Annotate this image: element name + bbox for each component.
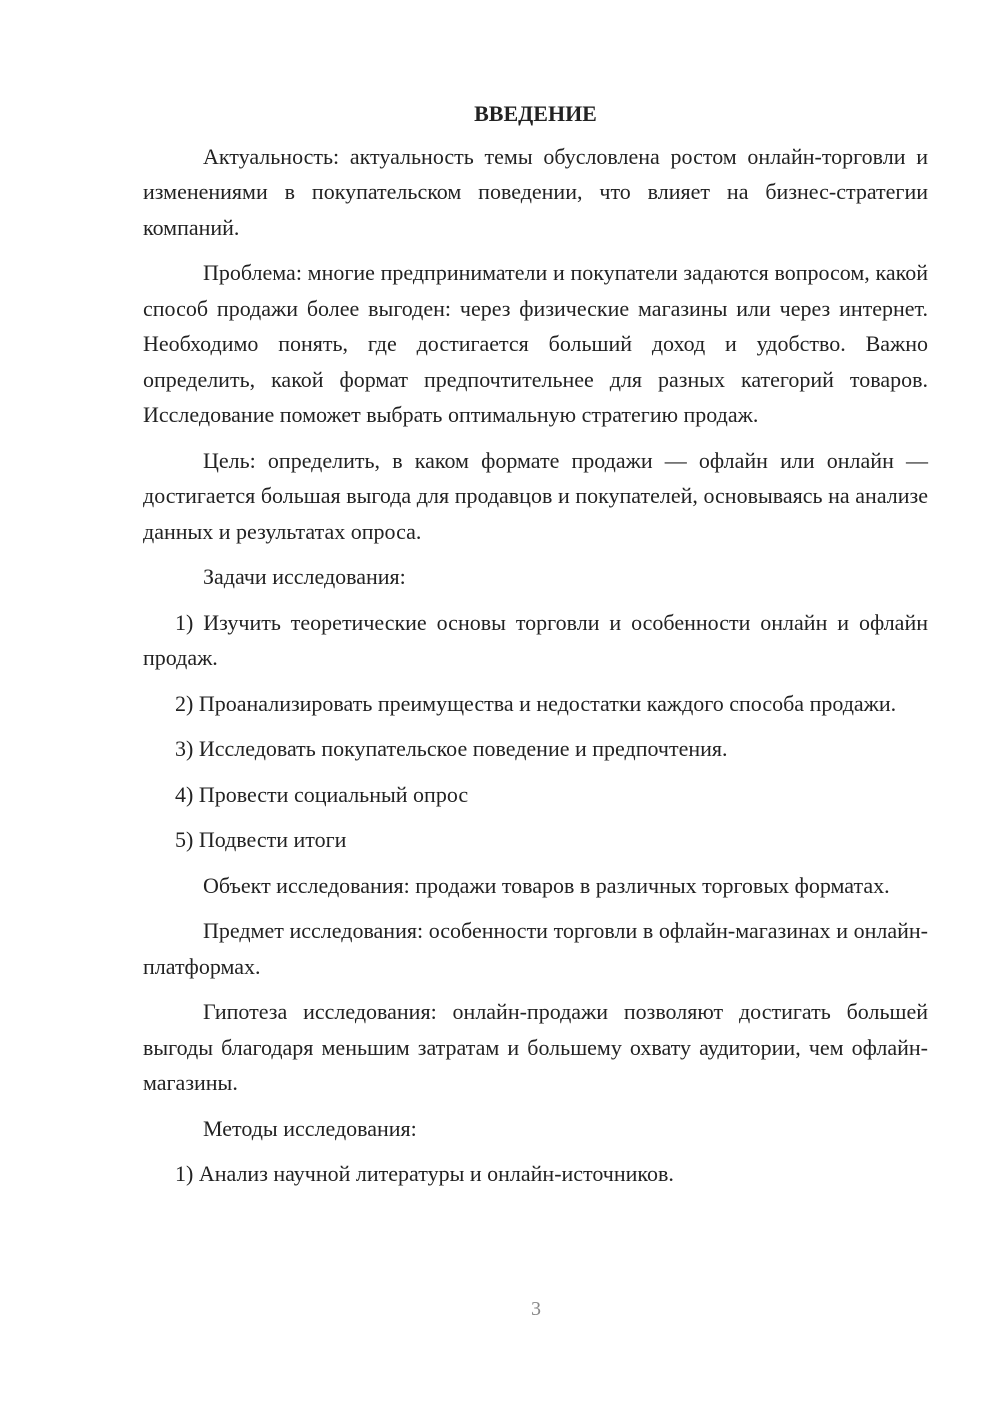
method-item: 1) Анализ научной литературы и онлайн-источников. xyxy=(175,1161,674,1186)
goal-paragraph: Цель: определить, в каком формате продажи — офлайн или онлайн — достигается большая выгода для продавцов и покупателей, основываясь на анализе данных и результатах опроса. xyxy=(143,447,928,544)
task-item: 2) Проанализировать преимущества и недостатки каждого способа продажи. xyxy=(175,690,897,716)
task-item: 4) Провести социальный опрос xyxy=(175,781,469,807)
task-item: 1) Изучить теоретические основы торговли и особенности онлайн и офлайн продаж. xyxy=(143,609,928,670)
document-page xyxy=(143,96,928,1202)
task-item: 5) Подвести итоги xyxy=(175,827,347,852)
relevance-paragraph: Актуальность: актуальность темы обусловлена ростом онлайн-торговли и изменениями в покупательском поведении, что влияет на бизнес-стратегии компаний. xyxy=(143,143,928,240)
task-item: 3) Исследовать покупательское поведение и предпочтения. xyxy=(175,736,728,761)
tasks-heading: Задачи исследования: xyxy=(203,564,406,589)
hypothesis-paragraph: Гипотеза исследования: онлайн-продажи позволяют достигать большей выгоды благодаря меньшим затратам и большему охвату аудитории, чем офлайн-магазины. xyxy=(143,999,928,1095)
methods-heading: Методы исследования: xyxy=(203,1115,417,1141)
section-title: ВВЕДЕНИЕ xyxy=(474,101,597,126)
subject-paragraph: Предмет исследования: особенности торговли в офлайн-магазинах и онлайн-платформах. xyxy=(143,918,928,979)
problem-paragraph: Проблема: многие предприниматели и покупатели задаются вопросом, какой способ продажи более выгоден: через физические магазины или через интернет. Необходимо понять, где достигается больший доход и удобство. Важно определить, какой формат предпочтительнее для разных категорий товаров. Исследование поможет выбрать оптимальную стратегию продаж. xyxy=(143,260,928,427)
object-paragraph: Объект исследования: продажи товаров в различных торговых форматах. xyxy=(203,872,890,898)
page-number: 3 xyxy=(531,1298,541,1320)
